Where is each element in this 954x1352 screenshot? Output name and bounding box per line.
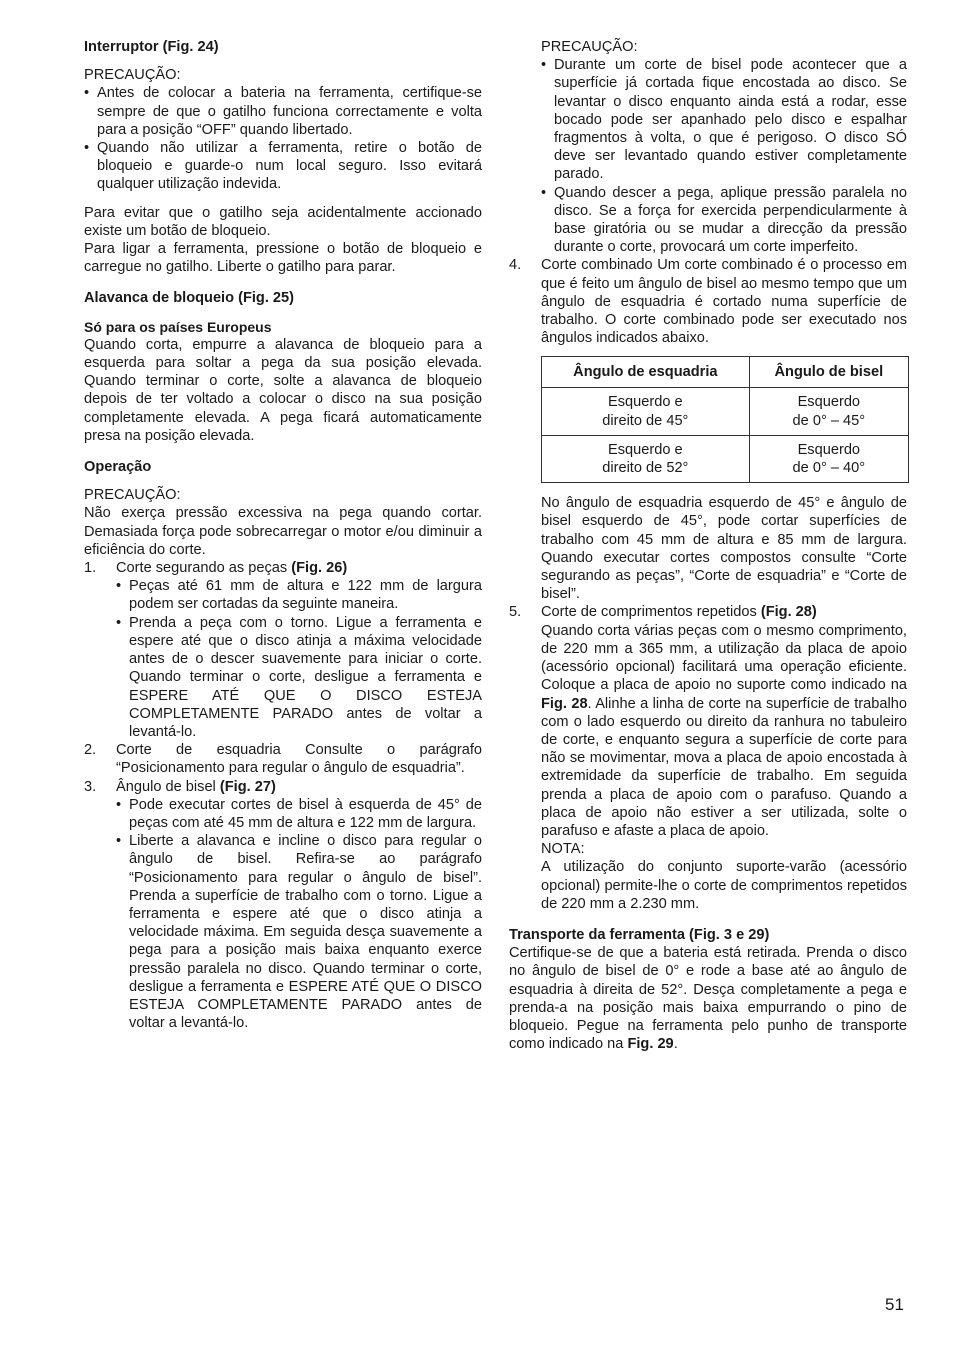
paragraph: Não exerça pressão excessiva na pega quando cortar. Demasiada força pode sobrecarregar o motor e/ou diminuir a eficiência do corte.	[84, 505, 482, 558]
caution-label: PRECAUÇÃO:	[84, 487, 181, 504]
item-number: 2.	[84, 742, 97, 759]
table-row	[542, 435, 909, 482]
left-column	[84, 38, 482, 1032]
caution-list	[541, 56, 907, 256]
list-item: • Liberte a alavanca e incline o disco para regular o ângulo de bisel. Refira-se ao parágrafo “Posicionamento para regular o ângulo de bisel”. Prenda a superfície de trabalho com o torno. Ligue a ferramenta e espere até que o disco atinja a velocidade máxima. Em seguida desça suavemente a pega para a posição mais baixa enquanto exerce pressão paralela no disco. Quando terminar o corte, desligue a ferramenta e ESPERE ATÉ QUE O DISCO ESTEJA COMPLETAMENTE PARADO antes de voltar a levantá-lo.	[116, 832, 482, 1032]
paragraph: Para ligar a ferramenta, pressione o botão de bloqueio e carregue no gatilho. Liberte o gatilho para parar.	[84, 241, 482, 276]
item-bullets	[116, 796, 482, 1033]
table-header-row	[542, 357, 909, 388]
section-title-transporte: Transporte da ferramenta (Fig. 3 e 29)	[509, 926, 770, 943]
list-item: • Quando não utilizar a ferramenta, retire o botão de bloqueio e guarde-o num local seguro. Isso evitará qualquer utilização indevida.	[84, 139, 482, 194]
figure-ref: (Fig. 27)	[219, 778, 276, 795]
list-item: • Peças até 61 mm de altura e 122 mm de largura podem ser cortadas da seguinte maneira.	[116, 577, 482, 613]
numbered-item-3	[84, 778, 482, 1033]
item-number: 1.	[84, 560, 97, 577]
caution-list	[84, 84, 482, 193]
paragraph: Certifique-se de que a bateria está retirada. Prenda o disco no ângulo de bisel de 0° e rode a base até ao ângulo de esquadria à direita de 52°. Desça completamente a pega e prenda-a na posição mais baixa empurrando o pino de bloqueio. Pegue na ferramenta pelo punho de transporte como indicado na Fig. 29.	[509, 945, 907, 1053]
item-text: Corte segurando as peças	[116, 560, 292, 577]
table-cell: Esquerdo e direito de 45°	[542, 388, 750, 435]
numbered-item-2	[84, 741, 482, 777]
caution-label: PRECAUÇÃO:	[541, 39, 638, 55]
paragraph: Para evitar que o gatilho seja acidentalmente accionado existe um botão de bloqueio.	[84, 204, 482, 239]
caution-label: PRECAUÇÃO:	[84, 67, 181, 84]
paragraph: No ângulo de esquadria esquerdo de 45° e ângulo de bisel esquerdo de 45°, pode cortar superfícies de trabalho com 45 mm de altura e 85 mm de largura. Quando executar cortes compostos consulte “Corte segurando as peças”, “Corte de esquadria” e “Corte de bisel”.	[541, 495, 907, 603]
item-text: Corte de esquadria Consulte o parágrafo “Posicionamento para regular o ângulo de esquadria”.	[116, 742, 482, 777]
numbered-item-4	[509, 256, 907, 347]
numbered-item-1	[84, 559, 482, 741]
item-number: 3.	[84, 778, 97, 795]
table-row	[542, 388, 909, 435]
item-text: Corte combinado Um corte combinado é o processo em que é feito um ângulo de bisel ao mesmo tempo que um ângulo de esquadria é cortado numa superfície de trabalho. O corte combinado pode ser executado nos ângulos indicados abaixo.	[541, 257, 907, 347]
angle-table	[541, 356, 909, 483]
table-header: Ângulo de bisel	[749, 357, 908, 388]
paragraph: Quando corta várias peças com o mesmo comprimento, de 220 mm a 365 mm, a utilização da placa de apoio (acessório opcional) facilitará uma operação eficiente. Coloque a placa de apoio no suporte como indicado na Fig. 28. Alinhe a linha de corte na superfície de trabalho com o lado esquerdo ou direito da ranhura no tabuleiro de corte, e enquanto segura a superfície de corte para não se movimentar, mova a placa de apoio encostada à extremidade da superfície de trabalho. Em seguida prenda a placa de apoio com o parafuso. Quando a placa de apoio não estiver a ser utilizada, solte o parafuso e afaste a placa de apoio.	[541, 622, 907, 839]
table-cell: Esquerdo e direito de 52°	[542, 435, 750, 482]
item-number: 5.	[509, 604, 522, 621]
table-header: Ângulo de esquadria	[542, 357, 750, 388]
item-text: Corte de comprimentos repetidos	[541, 604, 761, 621]
item-number: 4.	[509, 257, 522, 274]
figure-ref: (Fig. 26)	[291, 560, 348, 577]
section-title-interruptor: Interruptor (Fig. 24)	[84, 39, 219, 55]
list-item: • Quando descer a pega, aplique pressão paralela no disco. Se a força for exercida perpendicularmente à base giratória ou se mudar a direcção da pressão durante o corte, provocará um corte imperfeito.	[541, 184, 907, 257]
list-item: • Durante um corte de bisel pode acontecer que a superfície já cortada fique encostada ao disco. Se levantar o disco enquanto ainda está a rodar, esse bocado pode ser apanhado pelo disco e espalhar fragmentos à volta, o que é perigoso. O disco SÓ deve ser levantado quando estiver completamente parado.	[541, 56, 907, 183]
figure-ref: (Fig. 28)	[760, 604, 817, 621]
list-item: • Pode executar cortes de bisel à esquerda de 45° de peças com até 45 mm de altura e 122 mm de largura.	[116, 796, 482, 832]
list-item: • Antes de colocar a bateria na ferramenta, certifique-se sempre de que o gatilho funciona correctamente e volta para a posição “OFF” quando libertado.	[84, 84, 482, 139]
note-text: A utilização do conjunto suporte-varão (acessório opcional) permite-lhe o corte de comprimentos repetidos de 220 mm a 2.230 mm.	[541, 859, 907, 912]
section-title-operacao: Operação	[84, 459, 152, 476]
note-label: NOTA:	[541, 841, 585, 858]
list-item: • Prenda a peça com o torno. Ligue a ferramenta e espere até que o disco atinja a máxima velocidade antes de o descer suavemente para iniciar o corte. Quando terminar o corte, desligue a ferramenta e ESPERE ATÉ QUE O DISCO ESTEJA COMPLETAMENTE PARADO antes de voltar a levantá-lo.	[116, 614, 482, 741]
caution-block	[509, 38, 907, 256]
right-column	[509, 38, 907, 1053]
numbered-item-5	[509, 603, 907, 912]
item-4-continued	[509, 494, 907, 603]
section-subtitle: Só para os países Europeus	[84, 318, 272, 335]
paragraph: Quando corta, empurre a alavanca de bloqueio para a esquerda para soltar a pega da sua posição elevada. Quando terminar o corte, solte a alavanca de bloqueio depois de ter voltado a colocar o disco na sua posição completamente elevada. A pega ficará automaticamente presa na posição elevada.	[84, 336, 482, 444]
item-bullets	[116, 577, 482, 741]
figure-ref: Fig. 28	[541, 695, 588, 712]
page-number: 51	[885, 1295, 904, 1314]
table-cell: Esquerdo de 0° – 40°	[749, 435, 908, 482]
section-title-alavanca: Alavanca de bloqueio (Fig. 25)	[84, 290, 295, 307]
table-cell: Esquerdo de 0° – 45°	[749, 388, 908, 435]
figure-ref: Fig. 29	[627, 1036, 674, 1053]
item-text: Ângulo de bisel	[116, 778, 220, 795]
